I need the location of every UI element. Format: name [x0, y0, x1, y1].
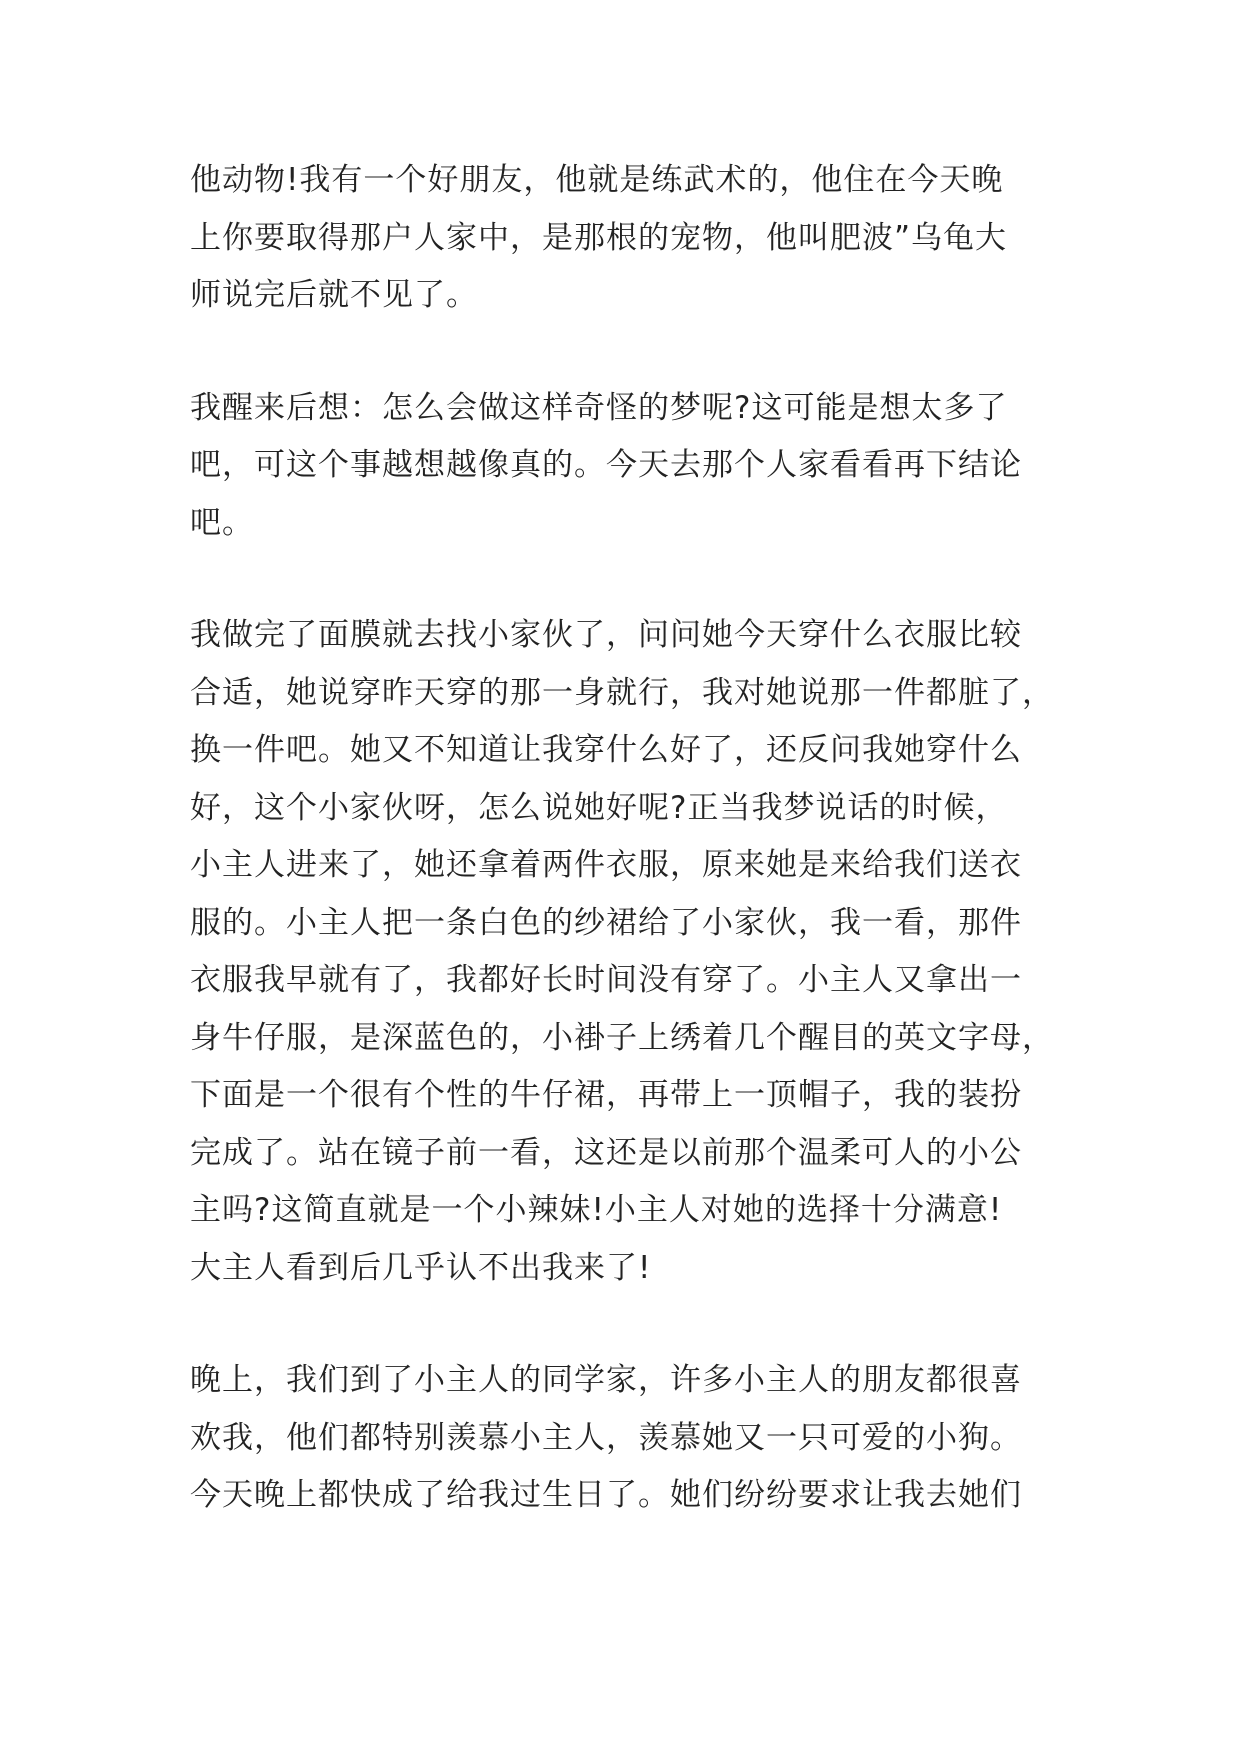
text-line: 我做完了面膜就去找小家伙了，问问她今天穿什么衣服比较 [190, 617, 1022, 653]
text-line: 上你要取得那户人家中，是那根的宠物，他叫肥波”乌龟大 [190, 219, 1008, 256]
text-line: 小主人进来了，她还拿着两件衣服，原来她是来给我们送衣 [190, 847, 1022, 883]
text-line: 晚上，我们到了小主人的同学家，许多小主人的朋友都很喜 [190, 1362, 1022, 1398]
text-line: 欢我，他们都特别羡慕小主人，羡慕她又一只可爱的小狗。 [190, 1419, 1022, 1456]
text-line: 好，这个小家伙呀，怎么说她好呢?正当我梦说话的时候， [190, 789, 1008, 826]
text-line: 师说完后就不见了。 [190, 277, 478, 313]
paragraph-2 [190, 380, 1070, 553]
text-line: 今天晚上都快成了给我过生日了。她们纷纷要求让我去她们 [190, 1477, 1022, 1513]
text-line: 衣服我早就有了，我都好长时间没有穿了。小主人又拿出一 [190, 962, 1022, 998]
text-line: 合适，她说穿昨天穿的那一身就行，我对她说那一件都脏了， [190, 674, 1054, 711]
text-line: 下面是一个很有个性的牛仔裙，再带上一顶帽子，我的装扮 [190, 1077, 1022, 1113]
text-line: 大主人看到后几乎认不出我来了! [190, 1249, 652, 1286]
text-line: 服的。小主人把一条白色的纱裙给了小家伙，我一看，那件 [190, 904, 1022, 941]
text-line: 主吗?这简直就是一个小辣妹!小主人对她的选择十分满意! [190, 1192, 1003, 1228]
text-line: 吧。 [190, 504, 254, 541]
document-body [190, 152, 1070, 1580]
text-line: 我醒来后想：怎么会做这样奇怪的梦呢?这可能是想太多了 [190, 389, 1008, 426]
text-line: 身牛仔服，是深蓝色的，小褂子上绣着几个醒目的英文字母， [190, 1019, 1054, 1056]
text-line: 完成了。站在镜子前一看，这还是以前那个温柔可人的小公 [190, 1134, 1022, 1171]
paragraph-1 [190, 152, 1070, 325]
text-line: 他动物!我有一个好朋友，他就是练武术的，他住在今天晚 [190, 162, 1004, 198]
text-line: 吧，可这个事越想越像真的。今天去那个人家看看再下结论 [190, 447, 1022, 483]
paragraph-3 [190, 607, 1070, 1297]
paragraph-4 [190, 1352, 1070, 1525]
text-line: 换一件吧。她又不知道让我穿什么好了，还反问我她穿什么 [190, 732, 1022, 768]
